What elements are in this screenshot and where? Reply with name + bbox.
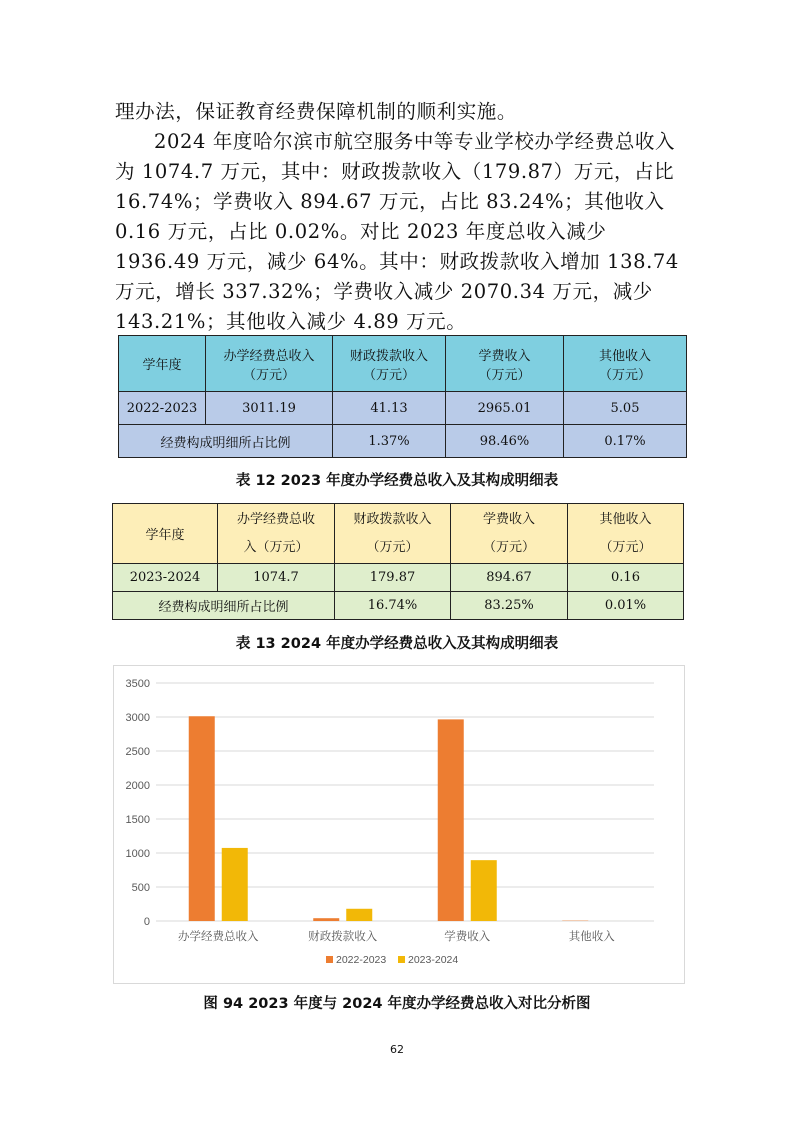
x-tick-label: 其他收入	[568, 929, 615, 943]
table-cell: 5.05	[564, 392, 687, 425]
header-cell: 其他收入 （万元）	[568, 504, 684, 564]
header-cell: 学费收入 （万元）	[451, 504, 568, 564]
paragraph-summary: 2024 年度哈尔滨市航空服务中等专业学校办学经费总收入为 1074.7 万元，其中：财政拨款收入（179.87）万元，占比 16.74%；学费收入 894.67 万元，占比 83.24%；其他收入 0.16 万元，占比 0.02%。对比 2023 年度总收入减少 1936.49 万元，减少 64%。其中：财政拨款收入增加 138.74 万元，增长 337.32%；学费收入减少 2070.34 万元，减少 143.21%；其他收入减少 4.89 万元。	[115, 130, 679, 333]
y-tick-label: 1000	[125, 848, 150, 860]
legend-swatch	[398, 956, 405, 963]
table-cell: 0.17%	[564, 425, 687, 458]
table-cell: 1074.7	[218, 564, 335, 592]
table-row	[113, 564, 684, 592]
table-13	[112, 503, 684, 620]
legend-swatch	[326, 956, 333, 963]
header-cell: 财政拨款收入 （万元）	[335, 504, 451, 564]
header-cell: 财政拨款收入 （万元）	[333, 336, 446, 392]
table-cell: 41.13	[333, 392, 446, 425]
table-12-caption: 表 12 2023 年度办学经费总收入及其构成明细表	[235, 473, 559, 489]
header-cell: 其他收入 （万元）	[564, 336, 687, 392]
bar-2022-2023	[313, 918, 339, 921]
table-cell: 1.37%	[333, 425, 446, 458]
table-header-row	[113, 504, 684, 564]
header-cell: 办学经费总收入 （万元）	[206, 336, 333, 392]
table-cell: 894.67	[451, 564, 568, 592]
table-ratio-row	[119, 425, 687, 458]
bar-2022-2023	[189, 716, 215, 921]
ratio-label: 经费构成明细所占比例	[113, 592, 335, 620]
y-tick-label: 2500	[125, 746, 150, 758]
y-tick-label: 3000	[125, 712, 150, 724]
figure-caption: 图 94 2023 年度与 2024 年度办学经费总收入对比分析图	[203, 996, 591, 1012]
y-tick-label: 3500	[125, 678, 150, 690]
table-13-caption: 表 13 2024 年度办学经费总收入及其构成明细表	[235, 636, 559, 652]
y-tick-label: 500	[131, 882, 150, 894]
legend-label: 2022-2023	[336, 954, 387, 966]
y-tick-label: 2000	[125, 780, 150, 792]
bar-2023-2024	[471, 860, 497, 921]
income-comparison-chart	[113, 665, 685, 984]
ratio-label: 经费构成明细所占比例	[119, 425, 333, 458]
table-cell: 0.01%	[568, 592, 684, 620]
bar-2023-2024	[222, 848, 248, 921]
table-cell: 16.74%	[335, 592, 451, 620]
table-cell: 179.87	[335, 564, 451, 592]
table-cell: 2023-2024	[113, 564, 218, 592]
table-ratio-row	[113, 592, 684, 620]
table-cell: 3011.19	[206, 392, 333, 425]
bar-2023-2024	[346, 909, 372, 921]
table-cell: 2965.01	[446, 392, 564, 425]
body-text	[115, 97, 683, 337]
table-cell: 83.25%	[451, 592, 568, 620]
page-number: 62	[390, 1043, 404, 1056]
table-header-row	[119, 336, 687, 392]
table-cell: 98.46%	[446, 425, 564, 458]
chart-canvas	[114, 666, 684, 983]
paragraph-line: 理办法，保证教育经费保障机制的顺利实施。	[115, 100, 518, 123]
header-cell: 办学经费总收 入（万元）	[218, 504, 335, 564]
x-tick-label: 财政拨款收入	[308, 929, 378, 943]
x-tick-label: 学费收入	[444, 929, 491, 943]
y-tick-label: 0	[143, 916, 150, 928]
bar-2022-2023	[438, 719, 464, 921]
x-tick-label: 办学经费总收入	[178, 929, 259, 943]
header-cell: 学年度	[119, 336, 206, 392]
table-row	[119, 392, 687, 425]
legend-label: 2023-2024	[408, 954, 459, 966]
table-12	[118, 335, 687, 458]
table-cell: 0.16	[568, 564, 684, 592]
y-tick-label: 1500	[125, 814, 150, 826]
table-cell: 2022-2023	[119, 392, 206, 425]
header-cell: 学年度	[113, 504, 218, 564]
header-cell: 学费收入 （万元）	[446, 336, 564, 392]
